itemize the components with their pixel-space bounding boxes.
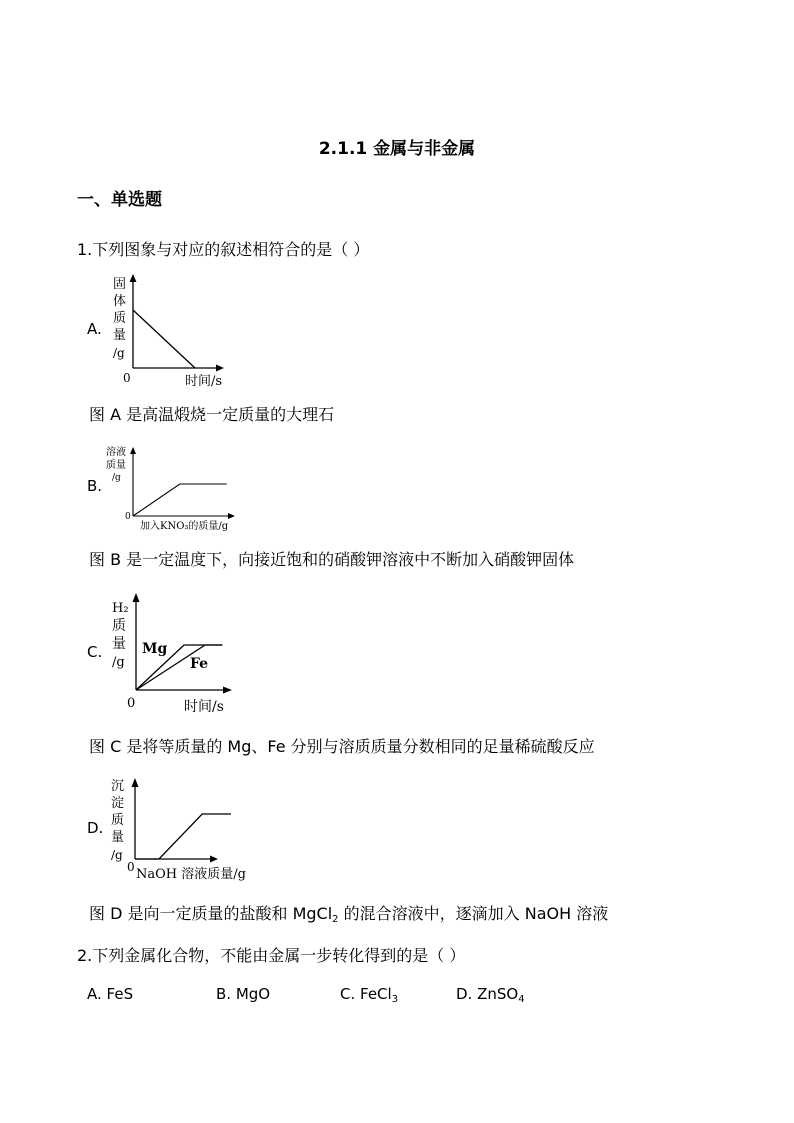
chart-d-ylabel-3: 量 <box>111 830 125 845</box>
chart-a-ylabel-4: /g <box>113 346 125 360</box>
chart-a-ylabel-3: 量 <box>113 328 127 343</box>
option-d-caption <box>89 901 608 924</box>
series-line-0 <box>133 484 227 516</box>
chart-c-ylabel-2: 量 <box>112 636 126 652</box>
q2-option-c <box>340 985 398 1003</box>
chart-c-y-arrow <box>133 593 140 602</box>
chart-c-ylabel-3: /g <box>112 655 125 670</box>
chart-d-y-arrow <box>132 778 139 787</box>
q2-option-d <box>456 985 525 1003</box>
q2-option-a: A. FeS <box>87 985 134 1003</box>
chart-c-ylabel-1: 质 <box>112 618 126 634</box>
chart-c <box>106 590 236 718</box>
chart-b-y-arrow <box>130 447 136 454</box>
chart-b-ylabel-1: 质量 <box>106 460 126 471</box>
chart-d-ylabel-4: /g <box>111 848 123 862</box>
option-c-caption: 图 C 是将等质量的 Mg、Fe 分别与溶质质量分数相同的足量稀硫酸反应 <box>89 737 595 756</box>
q2-option-c-text: C. FeCl <box>340 985 392 1003</box>
chart-d-series <box>135 814 231 859</box>
chart-a-ylabel-0: 固 <box>113 277 127 292</box>
chart-b-ylabel-2: /g <box>112 473 121 483</box>
chart-c-xlabel: 时间/s <box>184 699 224 715</box>
q2-option-d-text: D. ZnSO <box>456 985 519 1003</box>
chart-d-origin: 0 <box>127 860 135 874</box>
chart-b-series <box>133 484 227 516</box>
chart-c-ylabel-0: H₂ <box>112 601 129 616</box>
option-b-label: B. <box>87 477 103 495</box>
chart-b-origin: 0 <box>125 512 131 522</box>
chart-d-x-arrow <box>210 856 218 863</box>
chart-a-xlabel: 时间/s <box>185 374 223 389</box>
option-a-caption: 图 A 是高温煅烧一定质量的大理石 <box>89 405 335 424</box>
series-line-0 <box>133 310 195 368</box>
option-c-label: C. <box>87 643 103 661</box>
option-d-caption-sub: 2 <box>332 914 339 925</box>
series-line-0 <box>135 814 231 859</box>
chart-a-ylabel-2: 质 <box>113 311 127 326</box>
chart-a-series <box>133 310 195 368</box>
chart-a <box>105 272 235 390</box>
chart-d <box>106 773 251 883</box>
chart-d-xlabel: NaOH 溶液质量/g <box>136 867 246 882</box>
option-d-caption-pre: 图 D 是向一定质量的盐酸和 MgCl <box>89 904 333 923</box>
chart-b-xlabel: 加入KNO₃的质量/g <box>140 521 229 532</box>
option-d-caption-post: 的混合溶液中，逐滴加入 NaOH 溶液 <box>338 904 609 923</box>
q2-option-b: B. MgO <box>216 985 271 1003</box>
option-d-label: D. <box>87 819 104 837</box>
q2-option-d-sub: 4 <box>518 994 525 1005</box>
section-heading: 一、单选题 <box>77 190 162 210</box>
chart-b-x-arrow <box>228 513 235 519</box>
chart-c-origin: 0 <box>127 696 136 711</box>
option-b-caption: 图 B 是一定温度下，向接近饱和的硝酸钾溶液中不断加入硝酸钾固体 <box>89 550 575 569</box>
chart-b <box>104 443 244 533</box>
chart-d-ylabel-2: 质 <box>111 813 125 828</box>
chart-a-x-arrow <box>216 365 224 372</box>
chart-c-series-label-mg: Mg <box>142 641 168 657</box>
option-a-label: A. <box>87 320 102 338</box>
chart-d-ylabel-0: 沉 <box>111 779 125 794</box>
chart-c-x-arrow <box>223 687 232 694</box>
question-1-stem: 1.下列图象与对应的叙述相符合的是（ ） <box>77 240 370 259</box>
chart-a-y-arrow <box>130 274 137 282</box>
chart-c-series-label-fe: Fe <box>190 656 209 672</box>
q2-option-c-sub: 3 <box>391 994 399 1005</box>
page-title: 2.1.1 金属与非金属 <box>318 139 476 159</box>
chart-d-ylabel-1: 淀 <box>111 796 125 811</box>
chart-a-ylabel-1: 体 <box>113 294 127 309</box>
question-2-stem: 2.下列金属化合物，不能由金属一步转化得到的是（ ） <box>77 946 466 965</box>
chart-a-origin: 0 <box>123 371 131 385</box>
chart-b-ylabel-0: 溶液 <box>106 447 126 458</box>
